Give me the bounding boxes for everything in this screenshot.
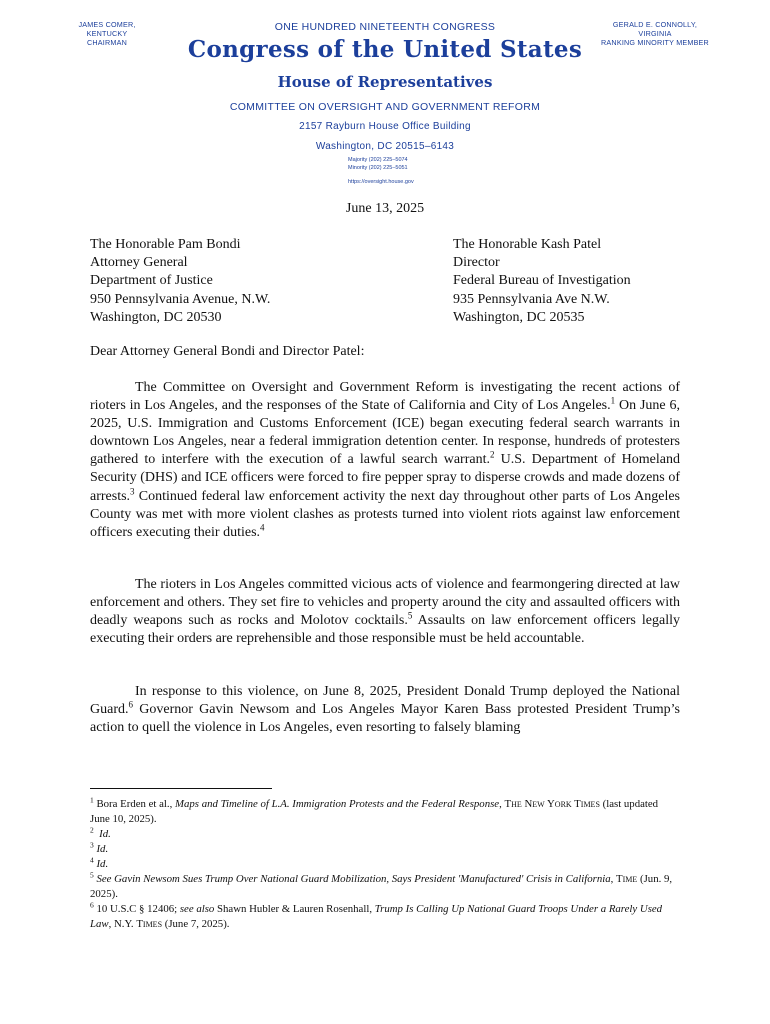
body-paragraph-2 (90, 576, 680, 648)
recipient-street: 950 Pennsylvania Avenue, N.W. (90, 291, 271, 307)
recipient-left (90, 236, 270, 327)
footnote-number: 4 (90, 855, 94, 865)
recipient-right (453, 236, 631, 327)
footnote-divider (90, 788, 272, 789)
footnote-1 (90, 797, 680, 827)
body-paragraph-1 (90, 379, 680, 542)
footnote-number: 5 (90, 870, 94, 880)
committee-city-state: Washington, DC 20515–6143 (315, 141, 455, 152)
recipient-street: 935 Pennsylvania Ave N.W. (453, 291, 610, 307)
footnote-text: Id. (99, 828, 111, 840)
phone-majority: Majority (202) 225–5074 (348, 157, 408, 163)
recipient-agency: Department of Justice (90, 273, 213, 289)
paragraph-text: On June 6, 2025, U.S. Immigration and Customs Enforcement (ICE) began executing federal search warrants in downtown Los Angeles, near a federal immigration detention center. In response, hundreds of protesters gathered to interfere with the execution of a lawful search warrant. (90, 398, 680, 468)
footnote-number: 3 (90, 840, 94, 850)
footnote-text: Id. (96, 858, 109, 870)
phone-numbers (348, 157, 408, 172)
recipient-agency: Federal Bureau of Investigation (453, 273, 631, 289)
footnote-text: Id. (96, 843, 109, 855)
footnote-text: (last updated June 10, 2025). (90, 798, 659, 826)
footnote-4 (90, 857, 680, 872)
footnote-publication: Times (136, 918, 163, 931)
ranking-member-title: RANKING MINORITY MEMBER (601, 38, 709, 47)
footnote-ref[interactable]: 5 (407, 610, 413, 621)
footnote-text: , (499, 798, 505, 810)
recipient-city: Washington, DC 20535 (453, 309, 585, 325)
paragraph-text: Governor Gavin Newsom and Los Angeles Mayor Karen Bass protested President Trump’s action to quell the violence in Los Angeles, even resorting to falsely blaming (90, 702, 680, 736)
footnote-text: , N.Y. (108, 918, 137, 931)
phone-minority: Minority (202) 225–5051 (348, 164, 408, 171)
recipient-name: The Honorable Pam Bondi (90, 237, 241, 252)
footnote-ref[interactable]: 6 (128, 699, 133, 710)
paragraph-text: Assaults on law enforcement officers legally executing their orders are reprehensible and those responsible must be held accountable. (90, 613, 680, 647)
footnote-text: 10 U.S.C § 12406; (93, 903, 180, 915)
recipient-title: Director (453, 255, 500, 271)
paragraph-text: In response to this violence, on June 8, 2025, President Donald Trump deployed the National Guard. (90, 684, 680, 718)
footnote-text: (Jun. 9, 2025). (90, 873, 673, 901)
letter-date: June 13, 2025 (345, 201, 425, 216)
recipient-city: Washington, DC 20530 (90, 309, 222, 325)
footnote-title: See Gavin Newsom Sues Trump Over National Guard Mobilization, Says President 'Manufactured' Crisis in California (96, 873, 611, 885)
footnote-publication: The New York Times (504, 798, 600, 810)
footnote-3 (90, 842, 680, 857)
paragraph-text: The Committee on Oversight and Government Reform is investigating the recent actions of rioters in Los Angeles, and the responses of the State of California and City of Los Angeles. (90, 380, 680, 414)
footnote-publication: Time (616, 873, 638, 885)
congress-number: ONE HUNDRED NINETEENTH CONGRESS (274, 21, 496, 33)
salutation: Dear Attorney General Bondi and Director Patel: (90, 344, 365, 359)
website-link[interactable]: https://oversight.house.gov (348, 179, 414, 185)
footnote-title: Maps and Timeline of L.A. Immigration Protests and the Federal Response (175, 798, 500, 810)
footnote-number: 2 (90, 825, 94, 835)
ranking-member-name: GERALD E. CONNOLLY, VIRGINIA (612, 20, 698, 38)
footnote-ref[interactable]: 2 (489, 449, 495, 460)
footnote-number: 1 (90, 795, 94, 805)
body-paragraph-3 (90, 683, 680, 737)
house-title: House of Representatives (277, 73, 493, 91)
chairman-title: CHAIRMAN (87, 38, 127, 47)
footnote-title: Trump Is Calling Up National Guard Troops Under a Rarely Used Law (90, 903, 663, 931)
footnote-text: (June 7, 2025). (162, 918, 230, 931)
footnote-text: , (610, 873, 617, 885)
footnote-ref[interactable]: 1 (610, 395, 616, 406)
footnote-ref[interactable]: 4 (260, 522, 265, 533)
recipient-title: Attorney General (90, 255, 188, 271)
footnote-signal: see also (179, 903, 215, 915)
footnote-text: Bora Erden et al., (93, 798, 175, 810)
paragraph-text: Continued federal law enforcement activity the next day throughout other parts of Los Angeles County was met with more violent clashes as protests turned into violent riots against law enforcement officers executing their duties. (90, 488, 680, 540)
letterhead-title: Congress of the United States (187, 36, 583, 63)
paragraph-text: The rioters in Los Angeles committed vicious acts of violence and fearmongering directed at law enforcement and others. They set fire to vehicles and property around the city and assaulted officers with deadly weapons such as rocks and Molotov cocktails. (90, 577, 680, 629)
recipient-name: The Honorable Kash Patel (453, 237, 602, 252)
footnote-ref[interactable]: 3 (130, 485, 135, 496)
footnote-2 (90, 827, 680, 842)
committee-name: COMMITTEE ON OVERSIGHT AND GOVERNMENT REFORM (229, 101, 541, 113)
footnote-number: 6 (90, 900, 94, 910)
footnote-5 (90, 872, 680, 902)
committee-address: 2157 Rayburn House Office Building (299, 121, 471, 132)
footnote-6 (90, 902, 680, 932)
paragraph-text: U.S. Department of Homeland Security (DHS) and ICE officers were forced to fire pepper spray to disperse crowds and made dozens of arrests. (90, 452, 680, 504)
chairman-name: JAMES COMER, KENTUCKY (78, 20, 136, 38)
footnote-text: Shawn Hubler & Lauren Rosenhall, (214, 903, 375, 915)
